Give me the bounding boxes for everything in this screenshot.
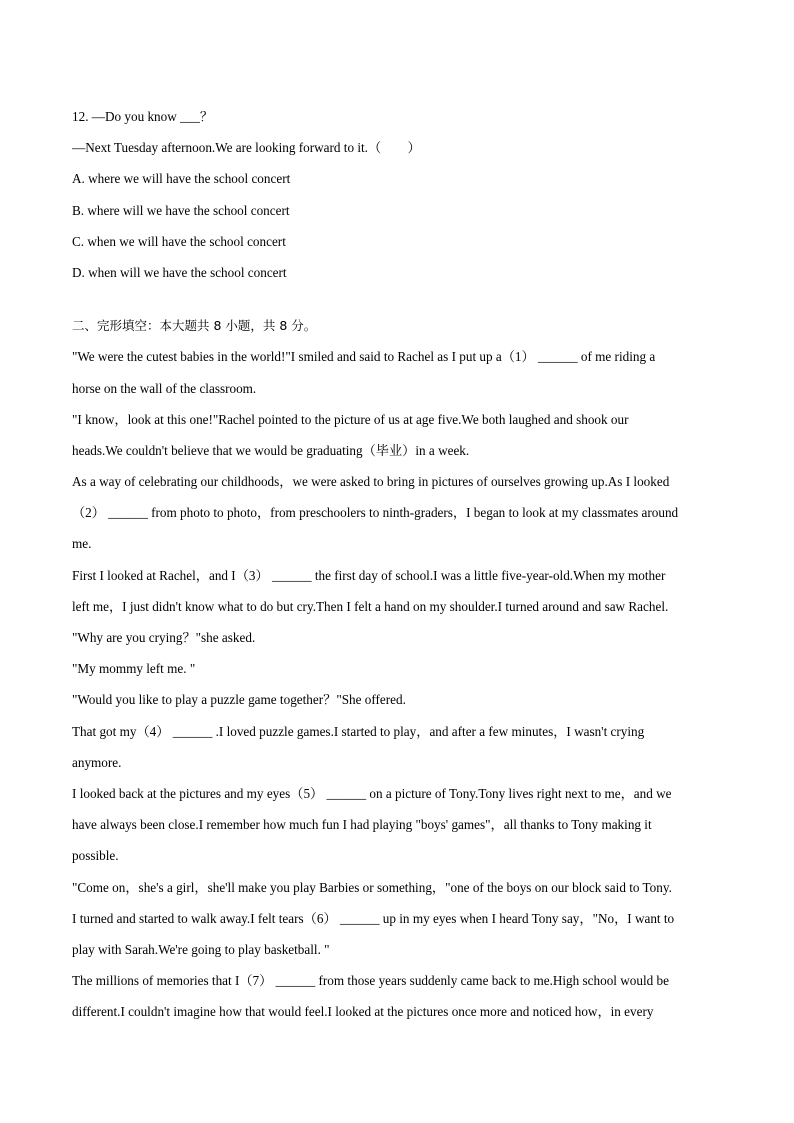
option-a: A. where we will have the school concert [72, 171, 291, 187]
question-12-reply: —Next Tuesday afternoon.We are looking forward to it.（ ） [72, 140, 421, 156]
passage-line: "We were the cutest babies in the world!"I smiled and said to Rachel as I put up a（1） ______ of me riding a [72, 349, 656, 365]
passage-line: I turned and started to walk away.I felt tears（6） ______ up in my eyes when I heard Tony say，"No，I want to [72, 910, 675, 926]
option-d: D. when will we have the school concert [72, 264, 287, 280]
passage-line: horse on the wall of the classroom. [72, 380, 257, 396]
passage-line: （2） ______ from photo to photo，from preschoolers to ninth-graders，I began to look at my classmates around [72, 505, 679, 521]
passage-line: That got my（4） ______ .I loved puzzle games.I started to play，and after a few minutes，I wasn't crying [72, 723, 645, 739]
section-2-heading: 二、完形填空：本大题共 8 小题，共 8 分。 [72, 318, 317, 334]
passage-line: have always been close.I remember how much fun I had playing "boys' games"，all thanks to Tony making it [72, 817, 652, 833]
option-c: C. when we will have the school concert [72, 233, 286, 249]
passage-line: First I looked at Rachel，and I（3） ______ the first day of school.I was a little five-year-old.When my mother [72, 567, 666, 583]
passage-line: different.I couldn't imagine how that would feel.I looked at the pictures once more and noticed how，in every [72, 1004, 654, 1020]
option-b: B. where will we have the school concert [72, 202, 290, 218]
section-spacer [72, 288, 722, 310]
passage-line: left me，I just didn't know what to do but cry.Then I felt a hand on my shoulder.I turned around and saw Rachel. [72, 598, 669, 614]
question-12-stem: 12. —Do you know ___？ [72, 109, 214, 124]
passage-line: heads.We couldn't believe that we would be graduating（毕业）in a week. [72, 442, 470, 458]
passage-line: play with Sarah.We're going to play basketball. " [72, 941, 330, 957]
passage-line: possible. [72, 848, 119, 864]
passage-line: "Would you like to play a puzzle game together？"She offered. [72, 692, 406, 708]
passage-line: As a way of celebrating our childhoods，we were asked to bring in pictures of ourselves growing up.As I looked [72, 474, 670, 490]
passage-line: The millions of memories that I（7） ______ from those years suddenly came back to me.High school would be [72, 973, 669, 989]
document-page [72, 101, 722, 1027]
passage-line: anymore. [72, 754, 122, 770]
passage-line: me. [72, 536, 92, 552]
passage-line: "Come on，she's a girl，she'll make you play Barbies or something，"one of the boys on our block said to Tony. [72, 879, 672, 895]
passage-line: "Why are you crying？"she asked. [72, 630, 256, 645]
passage-line: "I know，look at this one!"Rachel pointed to the picture of us at age five.We both laughed and shook our [72, 411, 629, 427]
passage-line: "My mommy left me. " [72, 661, 196, 677]
passage-line: I looked back at the pictures and my eyes（5） ______ on a picture of Tony.Tony lives right next to me，and we [72, 785, 672, 801]
